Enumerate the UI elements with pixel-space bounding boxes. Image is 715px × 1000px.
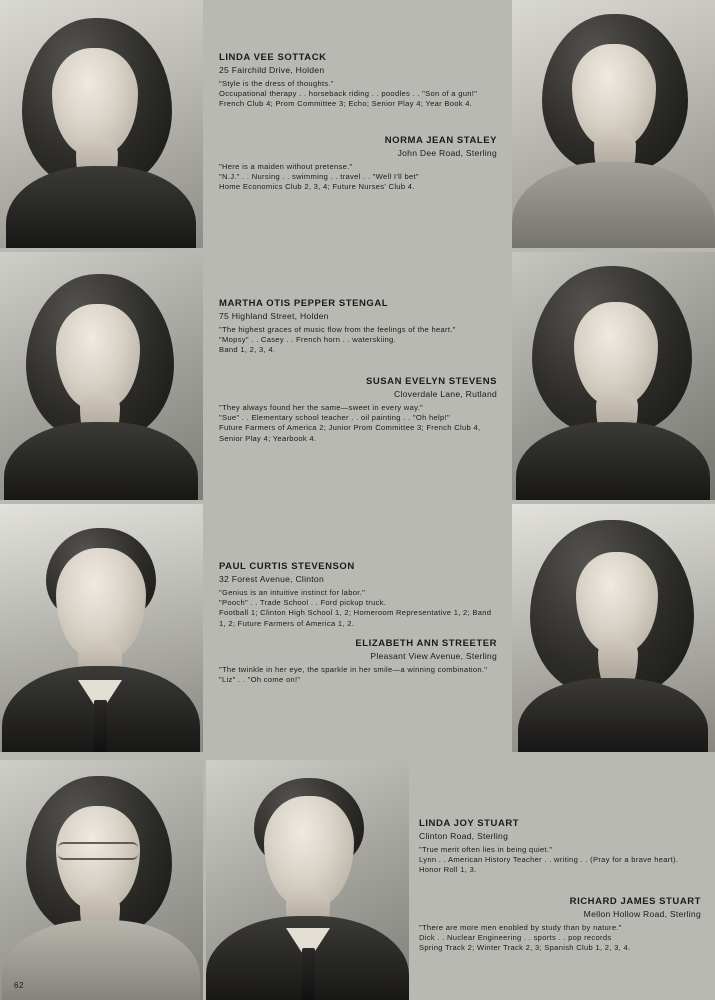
portrait-necktie xyxy=(94,700,107,752)
entry-interests: "Liz" . . "Oh come on!" xyxy=(219,675,301,685)
entry-martha-otis-pepper-stengal xyxy=(219,298,497,356)
entry-address: Cloverdale Lane, Rutland xyxy=(394,389,497,399)
entry-activities: Spring Track 2; Winter Track 2, 3; Spanish Club 1, 2, 3, 4. xyxy=(419,943,631,953)
entry-quote: "Genius is an intuitive instinct for labor." xyxy=(219,588,366,597)
entry-elizabeth-ann-streeter xyxy=(219,638,497,685)
entry-quote: "They always found her the same—sweet in every way." xyxy=(219,403,424,412)
entry-activities: Band 1, 2, 3, 4. xyxy=(219,345,276,355)
entry-name: RICHARD JAMES STUART xyxy=(569,896,701,907)
entry-quote: "The highest graces of music flow from the feelings of the heart." xyxy=(219,325,456,334)
entry-activities: Future Farmers of America 2; Junior Prom Committee 3; French Club 4, Senior Play 4; Yearbook 4. xyxy=(219,423,481,443)
entry-activities: Honor Roll 1, 3. xyxy=(419,865,477,875)
entry-linda-vee-sottack xyxy=(219,52,497,110)
entry-interests: "N.J." . . Nursing . . swimming . . travel . . "Well I'll bet" xyxy=(219,172,419,182)
portrait-norma-jean-staley xyxy=(512,0,715,248)
portrait-elizabeth-ann-streeter xyxy=(512,504,715,752)
entry-interests: Lynn . . American History Teacher . . writing . . (Pray for a brave heart). xyxy=(419,855,679,865)
portrait-richard-james-stuart xyxy=(206,760,409,1000)
portrait-susan-evelyn-stevens xyxy=(512,252,715,500)
entry-address: Pleasant View Avenue, Sterling xyxy=(370,651,497,661)
entry-activities: Football 1; Clinton High School 1, 2; Homeroom Representative 1, 2; Band 1, 2; Future Farmers of America 1, 2. xyxy=(219,608,492,628)
entry-address: 75 Highland Street, Holden xyxy=(219,311,329,321)
entry-name: LINDA JOY STUART xyxy=(419,818,520,829)
entry-address: Mellon Hollow Road, Sterling xyxy=(583,909,701,919)
entry-quote: "The twinkle in her eye, the sparkle in her smile—a winning combination." xyxy=(219,665,488,674)
entry-quote: "Here is a maiden without pretense." xyxy=(219,162,353,171)
entry-name: ELIZABETH ANN STREETER xyxy=(355,638,497,649)
entry-address: 32 Forest Avenue, Clinton xyxy=(219,574,324,584)
entry-interests: "Sue" . . Elementary school teacher . . oil painting . . "Oh help!" xyxy=(219,413,450,423)
entry-name: PAUL CURTIS STEVENSON xyxy=(219,561,355,572)
portrait-necktie xyxy=(302,948,315,1000)
entry-name: LINDA VEE SOTTACK xyxy=(219,52,327,63)
entry-richard-james-stuart xyxy=(419,896,701,954)
portrait-face xyxy=(576,552,658,654)
entry-paul-curtis-stevenson xyxy=(219,561,497,629)
entry-norma-jean-staley xyxy=(219,135,497,193)
entry-address: John Dee Road, Sterling xyxy=(397,148,497,158)
entry-activities: Home Economics Club 2, 3, 4; Future Nurses' Club 4. xyxy=(219,182,415,192)
entry-name: SUSAN EVELYN STEVENS xyxy=(365,376,497,387)
entry-linda-joy-stuart xyxy=(419,818,701,876)
entry-quote: "There are more men enobled by study than by nature." xyxy=(419,923,622,932)
portrait-face xyxy=(574,302,658,406)
portrait-linda-vee-sottack xyxy=(0,0,203,248)
entry-quote: "True merit often lies in being quiet." xyxy=(419,845,553,854)
entry-interests: "Mopsy" . . Casey . . French horn . . waterskiing. xyxy=(219,335,396,345)
entry-activities: French Club 4; Prom Committee 3; Echo; Senior Play 4; Year Book 4. xyxy=(219,99,473,109)
portrait-martha-otis-pepper-stengal xyxy=(0,252,203,500)
entry-name: NORMA JEAN STALEY xyxy=(384,135,497,146)
page-number: 62 xyxy=(14,981,24,990)
entry-interests: Dick . . Nuclear Engineering . . sports . . pop records xyxy=(419,933,612,943)
entry-address: Clinton Road, Sterling xyxy=(419,831,509,841)
portrait-glasses xyxy=(58,842,138,860)
entry-interests: Occupational therapy . . horseback riding . . poodles . . "Son of a gun!" xyxy=(219,89,478,99)
entry-susan-evelyn-stevens xyxy=(219,376,497,444)
entry-name: MARTHA OTIS PEPPER STENGAL xyxy=(219,298,389,309)
portrait-linda-joy-stuart xyxy=(0,760,203,1000)
entry-quote: "Style is the dress of thoughts." xyxy=(219,79,334,88)
portrait-paul-curtis-stevenson xyxy=(0,504,203,752)
entry-address: 25 Fairchild Drive, Holden xyxy=(219,65,325,75)
entry-interests: "Pooch" . . Trade School . . Ford pickup truck. xyxy=(219,598,387,608)
